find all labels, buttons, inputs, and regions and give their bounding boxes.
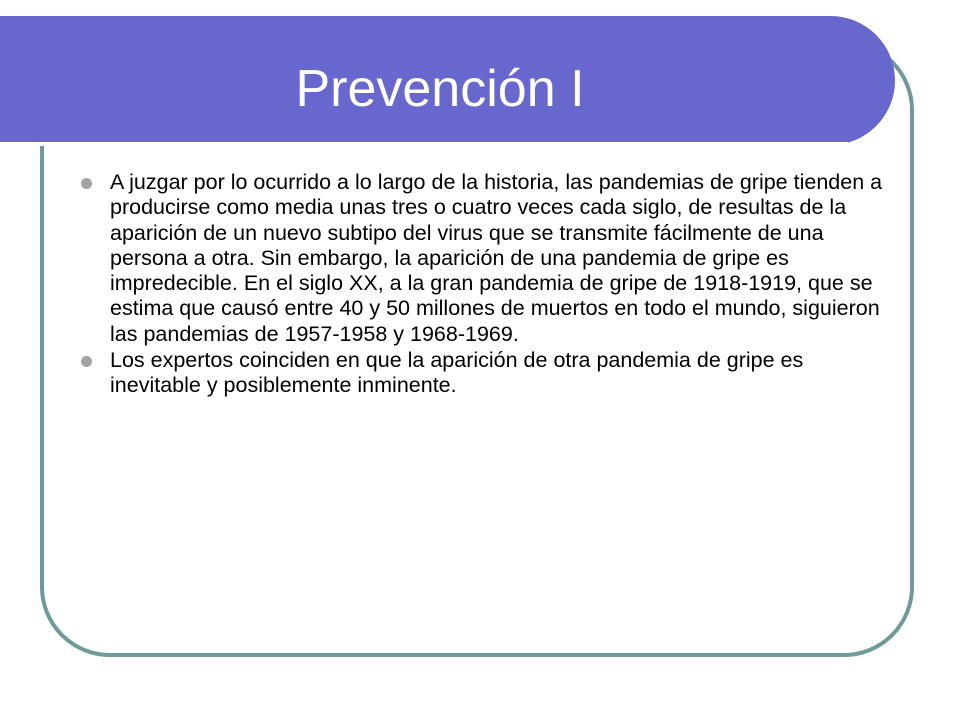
title-banner	[0, 16, 895, 145]
bullet-text: Los expertos coinciden en que la aparición de otra pandemia de gripe es inevitable y posiblemente inminente.	[110, 348, 804, 398]
bullet-point-icon	[81, 178, 92, 189]
bullet-list	[78, 170, 898, 400]
bullet-item	[78, 170, 898, 347]
bullet-point-icon	[81, 356, 92, 367]
bullet-text: A juzgar por lo ocurrido a lo largo de la historia, las pandemias de gripe tienden a producirse como media unas tres o cuatro veces cada siglo, de resultas de la aparición de un nuevo subtipo del virus que se transmite fácilmente de una persona a otra. Sin embargo, la aparición de una pandemia de gripe es impredecible. En el siglo XX, a la gran pandemia de gripe de 1918-1919, que se estima que causó entre 40 y 50 millones de muertos en todo el mundo, siguieron las pandemias de 1957-1958 y 1968-1969.	[110, 170, 883, 346]
slide-title: Prevención I	[295, 60, 585, 118]
title-underline	[0, 142, 848, 146]
bullet-item	[78, 348, 898, 399]
